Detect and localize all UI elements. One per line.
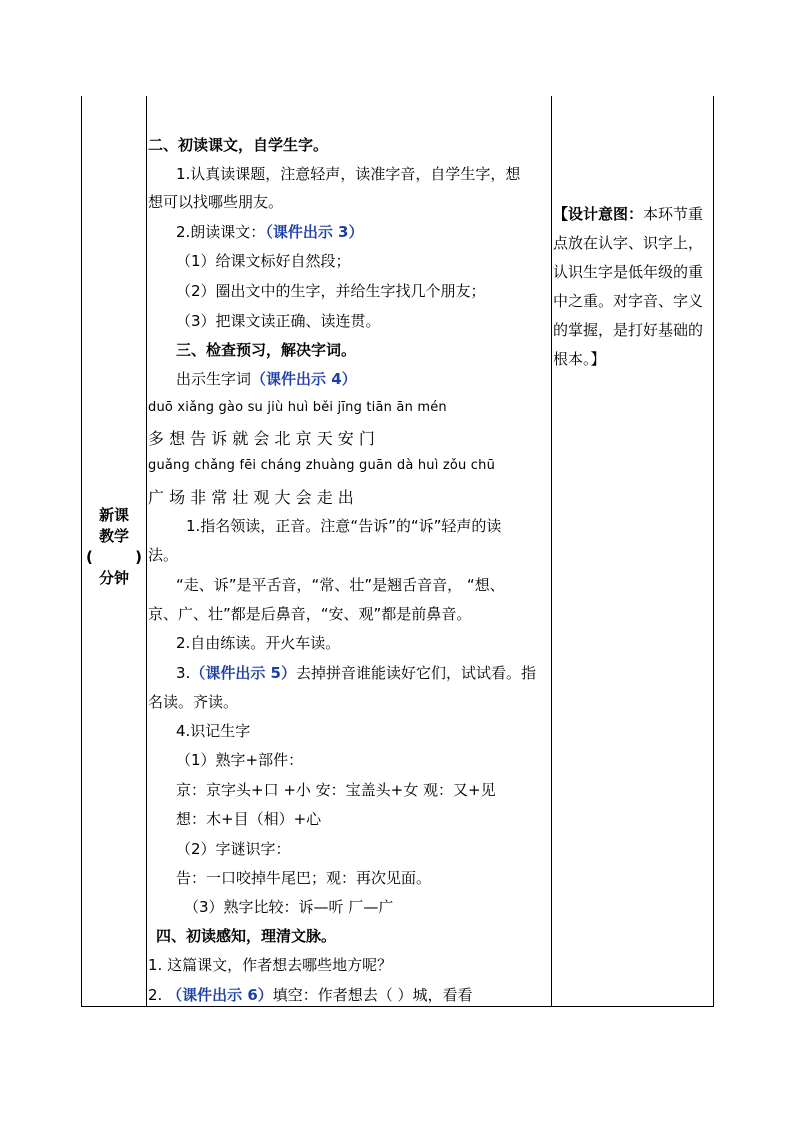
read-1-line3: “走、诉”是平舌音，“常、壮”是翘舌音音， “想、 (176, 576, 505, 594)
method-3: （3）熟字比较：诉—听 厂—广 (184, 898, 394, 916)
read-1-line2: 法。 (148, 546, 179, 564)
heading-3: 三、检查预习，解决字词。 (176, 341, 357, 359)
read-3-line1 (176, 662, 536, 683)
method-2: （2）字谜识字： (176, 840, 291, 858)
step-1-line1: 1.认真读课题，注意轻声，读准字音，自学生字，想 (176, 165, 521, 183)
read-1-line1: 1.指名领读，正音。注意“告诉”的“诉”轻声的读 (186, 517, 502, 535)
table-right-border (713, 96, 714, 1007)
method-1: （1）熟字+部件： (176, 751, 304, 769)
step-2-item-2: （2）圈出文中的生字，并给生字找几个朋友； (176, 282, 486, 300)
table-left-border (81, 96, 82, 1007)
section-label (84, 505, 144, 589)
pinyin-row-2: guǎng chǎng fēi cháng zhuàng guān dà huì zǒu chū (148, 458, 496, 473)
paren-open: ( (86, 548, 93, 566)
read-3-text: 去掉拼音谁能读好它们，试试看。指 (295, 664, 536, 682)
question-2-text: 填空：作者想去（ ）城，看看 (272, 986, 473, 1004)
read-2: 2.自由练读。开火车读。 (176, 634, 341, 652)
table-col-divider-1 (146, 96, 147, 1007)
read-3-line2: 名读。齐读。 (148, 693, 239, 711)
show-words-text: 出示生字词 (176, 370, 252, 388)
section-label-line2: 教学 (98, 527, 129, 545)
hanzi-row-1: 多 想 告 诉 就 会 北 京 天 安 门 (148, 429, 375, 448)
question-1: 1. 这篇课文，作者想去哪些地方呢？ (148, 956, 393, 974)
design-intent (553, 200, 713, 374)
table-col-divider-2 (551, 96, 552, 1007)
step-2-item-3: （3）把课文读正确、读连贯。 (176, 312, 381, 330)
section-label-line4: 分钟 (98, 569, 129, 587)
question-2 (148, 984, 473, 1005)
pinyin-row-1: duō xiǎng gào su jiù huì běi jīng tiān ān mén (148, 400, 447, 415)
paren-close: ) (135, 548, 142, 566)
courseware-tag-4: （课件出示 4） (251, 370, 357, 388)
section-label-minutes-paren (84, 547, 144, 568)
read-1-line4: 京、广、壮”都是后鼻音，“安、观”都是前鼻音。 (148, 605, 472, 623)
step-1-line2: 想可以找哪些朋友。 (148, 193, 284, 211)
method-1-example-2: 想：木+目（相）+心 (176, 810, 322, 828)
courseware-tag-3: （课件出示 3） (265, 223, 364, 241)
courseware-tag-6: （课件出示 6） (167, 986, 273, 1004)
step-2-item-1: （1）给课文标好自然段； (176, 252, 351, 270)
courseware-tag-5: （课件出示 5） (190, 664, 296, 682)
read-4: 4.识记生字 (176, 722, 251, 740)
question-2-number: 2. (148, 986, 168, 1004)
method-1-example-1: 京：京字头+口 +小 安：宝盖头+女 观：又+见 (176, 781, 496, 799)
step-2-text: 2.朗读课文： (176, 223, 266, 241)
section-label-line1: 新课 (98, 506, 129, 524)
step-2 (176, 221, 363, 242)
table-bottom-border (81, 1006, 714, 1007)
heading-2: 二、初读课文，自学生字。 (148, 136, 329, 154)
method-2-example: 告：一口咬掉牛尾巴；观：再次见面。 (176, 869, 432, 887)
design-intent-label: 【设计意图： (553, 205, 644, 223)
show-words (176, 368, 357, 389)
heading-4: 四、初读感知，理清文脉。 (156, 927, 337, 945)
hanzi-row-2: 广 场 非 常 壮 观 大 会 走 出 (148, 488, 354, 507)
read-3-number: 3. (176, 664, 191, 682)
design-intent-text: 本环节重点放在认字、识字上，认识生字是低年级的重中之重。对字音、字义的掌握，是打好基础的根本。】 (553, 205, 704, 368)
